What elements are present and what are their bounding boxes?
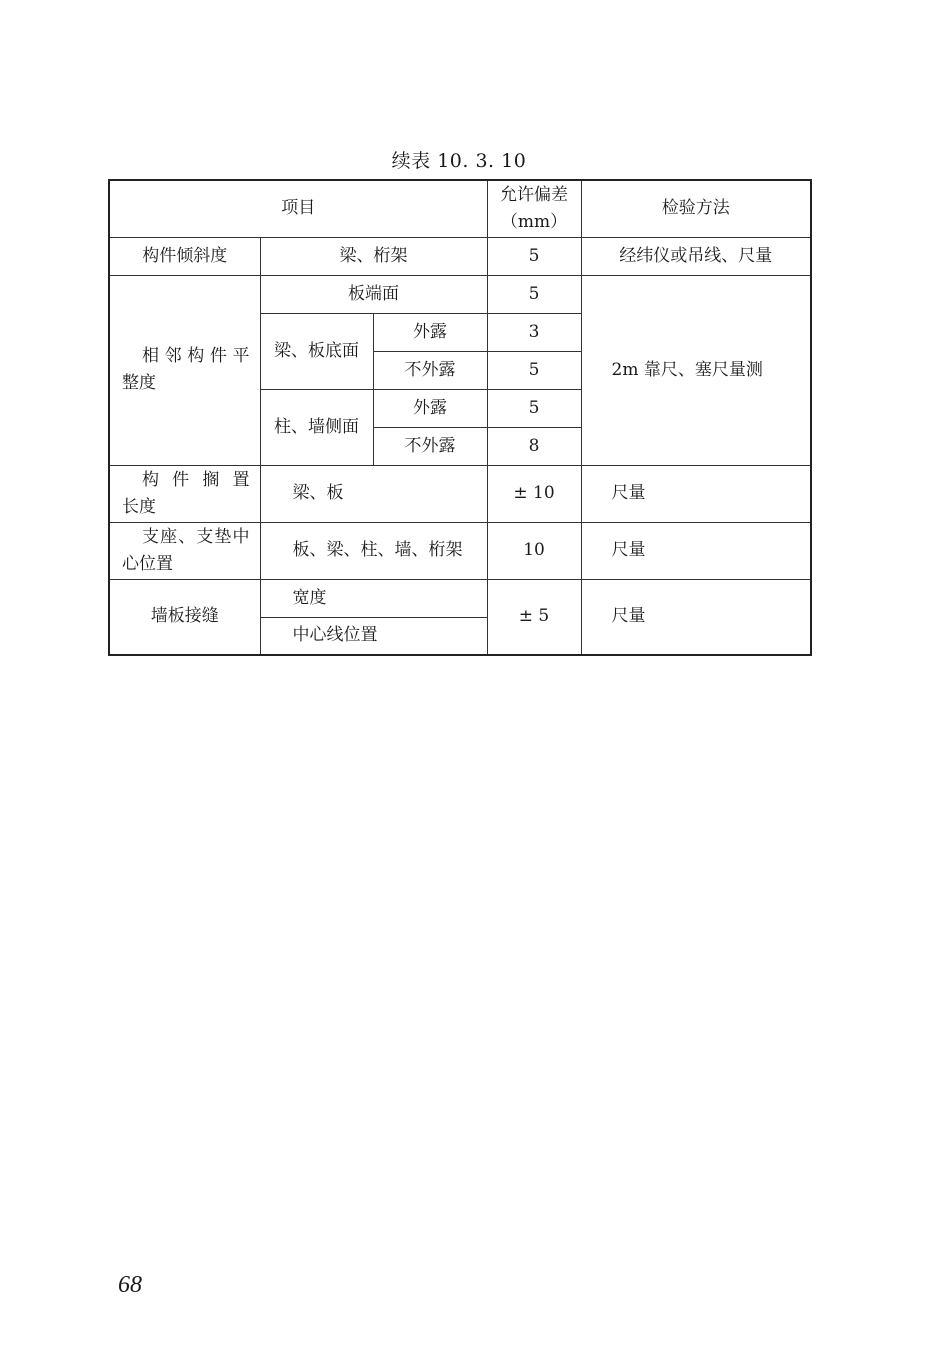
bearing-length-sub: 梁、板	[260, 465, 487, 522]
flatness-beam-exposed: 外露	[373, 313, 487, 351]
bearing-length-method: 尺量	[581, 465, 811, 522]
table-row-bearing-length	[109, 465, 811, 522]
flatness-beam-bottom: 梁、板底面	[260, 313, 373, 389]
table-row-wall-joint-width	[109, 579, 811, 617]
bearing-length-label-line1: 构 件 搁 置	[142, 469, 250, 490]
flatness-label-line2: 整度	[122, 373, 156, 393]
support-center-label	[109, 522, 260, 579]
support-center-sub: 板、梁、柱、墙、桁架	[260, 522, 487, 579]
bearing-length-label	[109, 465, 260, 522]
header-tolerance-label: 允许偏差	[500, 184, 569, 205]
header-tolerance-unit: （mm）	[500, 211, 568, 232]
header-method: 检验方法	[581, 180, 811, 237]
header-tolerance	[487, 180, 581, 237]
flatness-beam-hidden: 不外露	[373, 351, 487, 389]
wall-joint-label: 墙板接缝	[109, 579, 260, 655]
support-center-method: 尺量	[581, 522, 811, 579]
page-number: 68	[118, 1272, 142, 1298]
table-row-support-center	[109, 522, 811, 579]
tilt-label: 构件倾斜度	[109, 237, 260, 275]
wall-joint-width: 宽度	[260, 579, 487, 617]
flatness-label-line1: 相 邻 构 件 平	[142, 346, 250, 366]
flatness-column-exposed: 外露	[373, 389, 487, 427]
flatness-column-hidden: 不外露	[373, 427, 487, 465]
support-center-value: 10	[487, 522, 581, 579]
bearing-length-value: ± 10	[487, 465, 581, 522]
flatness-column-hidden-value: 8	[487, 427, 581, 465]
tilt-value: 5	[487, 237, 581, 275]
table-header-row	[109, 180, 811, 237]
wall-joint-method: 尺量	[581, 579, 811, 655]
tilt-sub: 梁、桁架	[260, 237, 487, 275]
flatness-board-end-value: 5	[487, 275, 581, 313]
tilt-method: 经纬仪或吊线、尺量	[581, 237, 811, 275]
header-item: 项目	[109, 180, 487, 237]
flatness-column-exposed-value: 5	[487, 389, 581, 427]
table-caption: 续表 10. 3. 10	[391, 150, 527, 172]
flatness-board-end: 板端面	[260, 275, 487, 313]
flatness-method: 2m 靠尺、塞尺量测	[581, 275, 811, 465]
support-center-label-line2: 心位置	[122, 553, 173, 574]
bearing-length-label-line2: 长度	[122, 496, 156, 517]
wall-joint-value: ± 5	[487, 579, 581, 655]
flatness-label	[109, 275, 260, 465]
flatness-column-side: 柱、墙侧面	[260, 389, 373, 465]
wall-joint-centerline: 中心线位置	[260, 617, 487, 655]
tolerance-table	[108, 179, 812, 656]
flatness-beam-hidden-value: 5	[487, 351, 581, 389]
support-center-label-line1: 支座、支垫中	[142, 526, 250, 547]
table-row-flatness-board-end	[109, 275, 811, 313]
flatness-beam-exposed-value: 3	[487, 313, 581, 351]
table-row-tilt	[109, 237, 811, 275]
